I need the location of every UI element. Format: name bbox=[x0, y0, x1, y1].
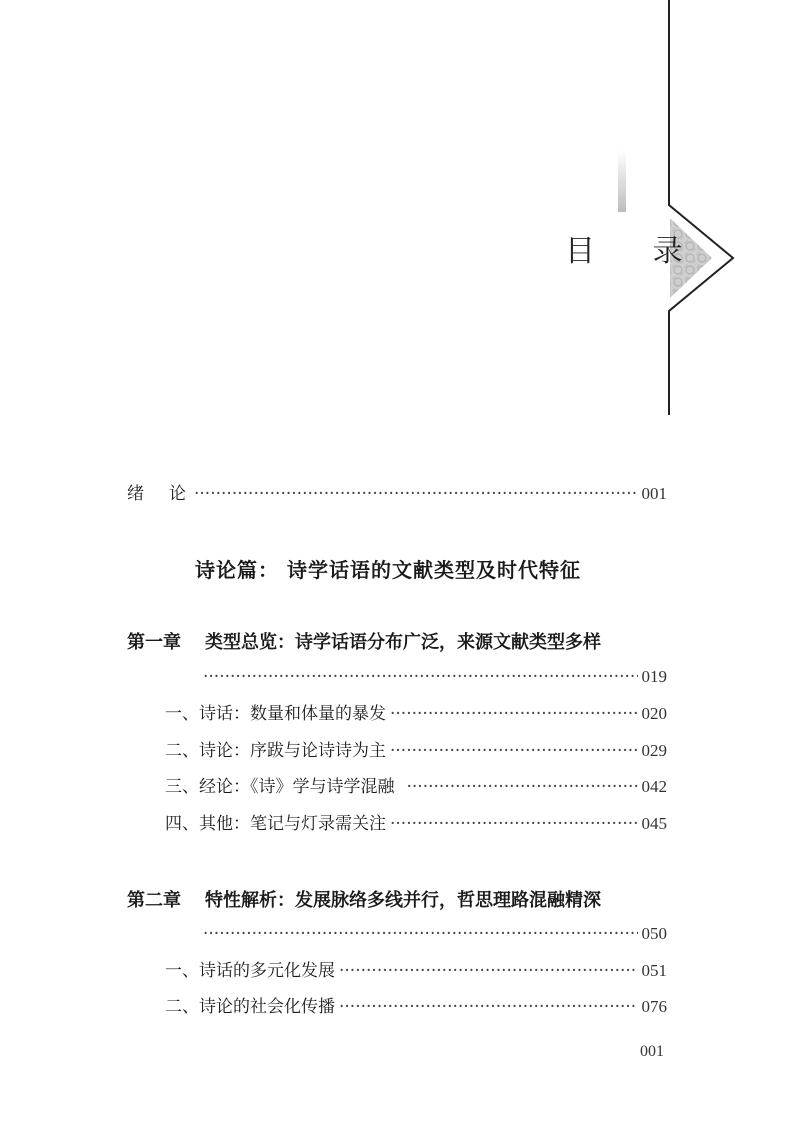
toc-entry[interactable] bbox=[165, 775, 667, 799]
toc-entry-label: 二、诗论：序跋与论诗诗为主 bbox=[165, 741, 386, 761]
corner-ornament bbox=[0, 0, 790, 420]
section-title: 诗论篇： 诗学话语的文献类型及时代特征 bbox=[195, 558, 581, 582]
dot-leader bbox=[339, 995, 638, 1019]
dot-leader bbox=[339, 959, 638, 983]
page-ref: 042 bbox=[641, 777, 667, 796]
chapter-title: 类型总览：诗学话语分布广泛，来源文献类型多样 bbox=[205, 632, 601, 653]
chapter-heading-1[interactable] bbox=[127, 628, 601, 654]
chapter-label: 第一章 bbox=[127, 632, 181, 653]
toc-entry[interactable] bbox=[165, 702, 667, 726]
page-ref: 050 bbox=[641, 924, 667, 943]
dot-leader bbox=[203, 665, 638, 689]
toc-entry-label: 四、其他：笔记与灯录需关注 bbox=[165, 814, 386, 834]
dot-leader bbox=[390, 702, 638, 726]
chapter-title: 特性解析：发展脉络多线并行，哲思理路混融精深 bbox=[205, 890, 601, 911]
chapter-page-line bbox=[203, 922, 667, 946]
chapter-heading-2[interactable] bbox=[127, 886, 601, 912]
page-ref: 045 bbox=[641, 814, 667, 833]
dot-leader bbox=[194, 482, 638, 506]
dot-leader bbox=[407, 775, 638, 799]
toc-entry-label: 二、诗论的社会化传播 bbox=[165, 997, 335, 1017]
toc-entry[interactable] bbox=[165, 739, 667, 763]
page-number: 001 bbox=[640, 1043, 664, 1060]
dot-leader bbox=[390, 812, 638, 836]
dot-leader bbox=[203, 922, 638, 946]
page-ref: 051 bbox=[641, 961, 667, 980]
page-ref: 001 bbox=[641, 484, 667, 503]
toc-entry[interactable] bbox=[165, 812, 667, 836]
page-ref: 029 bbox=[641, 741, 667, 760]
dot-leader bbox=[390, 739, 638, 763]
toc-entry-label: 绪 论 bbox=[127, 484, 190, 504]
page-ref: 076 bbox=[641, 997, 667, 1016]
toc-entry-label: 一、诗话的多元化发展 bbox=[165, 961, 335, 981]
toc-entry[interactable] bbox=[165, 995, 667, 1019]
page-ref: 019 bbox=[641, 667, 667, 686]
page-heading: 目 录 bbox=[565, 234, 707, 269]
page-ref: 020 bbox=[641, 704, 667, 723]
toc-entry-intro[interactable] bbox=[127, 482, 667, 506]
toc-entry[interactable] bbox=[165, 959, 667, 983]
chapter-page-line bbox=[203, 665, 667, 689]
chapter-label: 第二章 bbox=[127, 890, 181, 911]
toc-entry-label: 三、经论：《诗》学与诗学混融 bbox=[165, 777, 395, 797]
toc-entry-label: 一、诗话：数量和体量的暴发 bbox=[165, 704, 386, 724]
